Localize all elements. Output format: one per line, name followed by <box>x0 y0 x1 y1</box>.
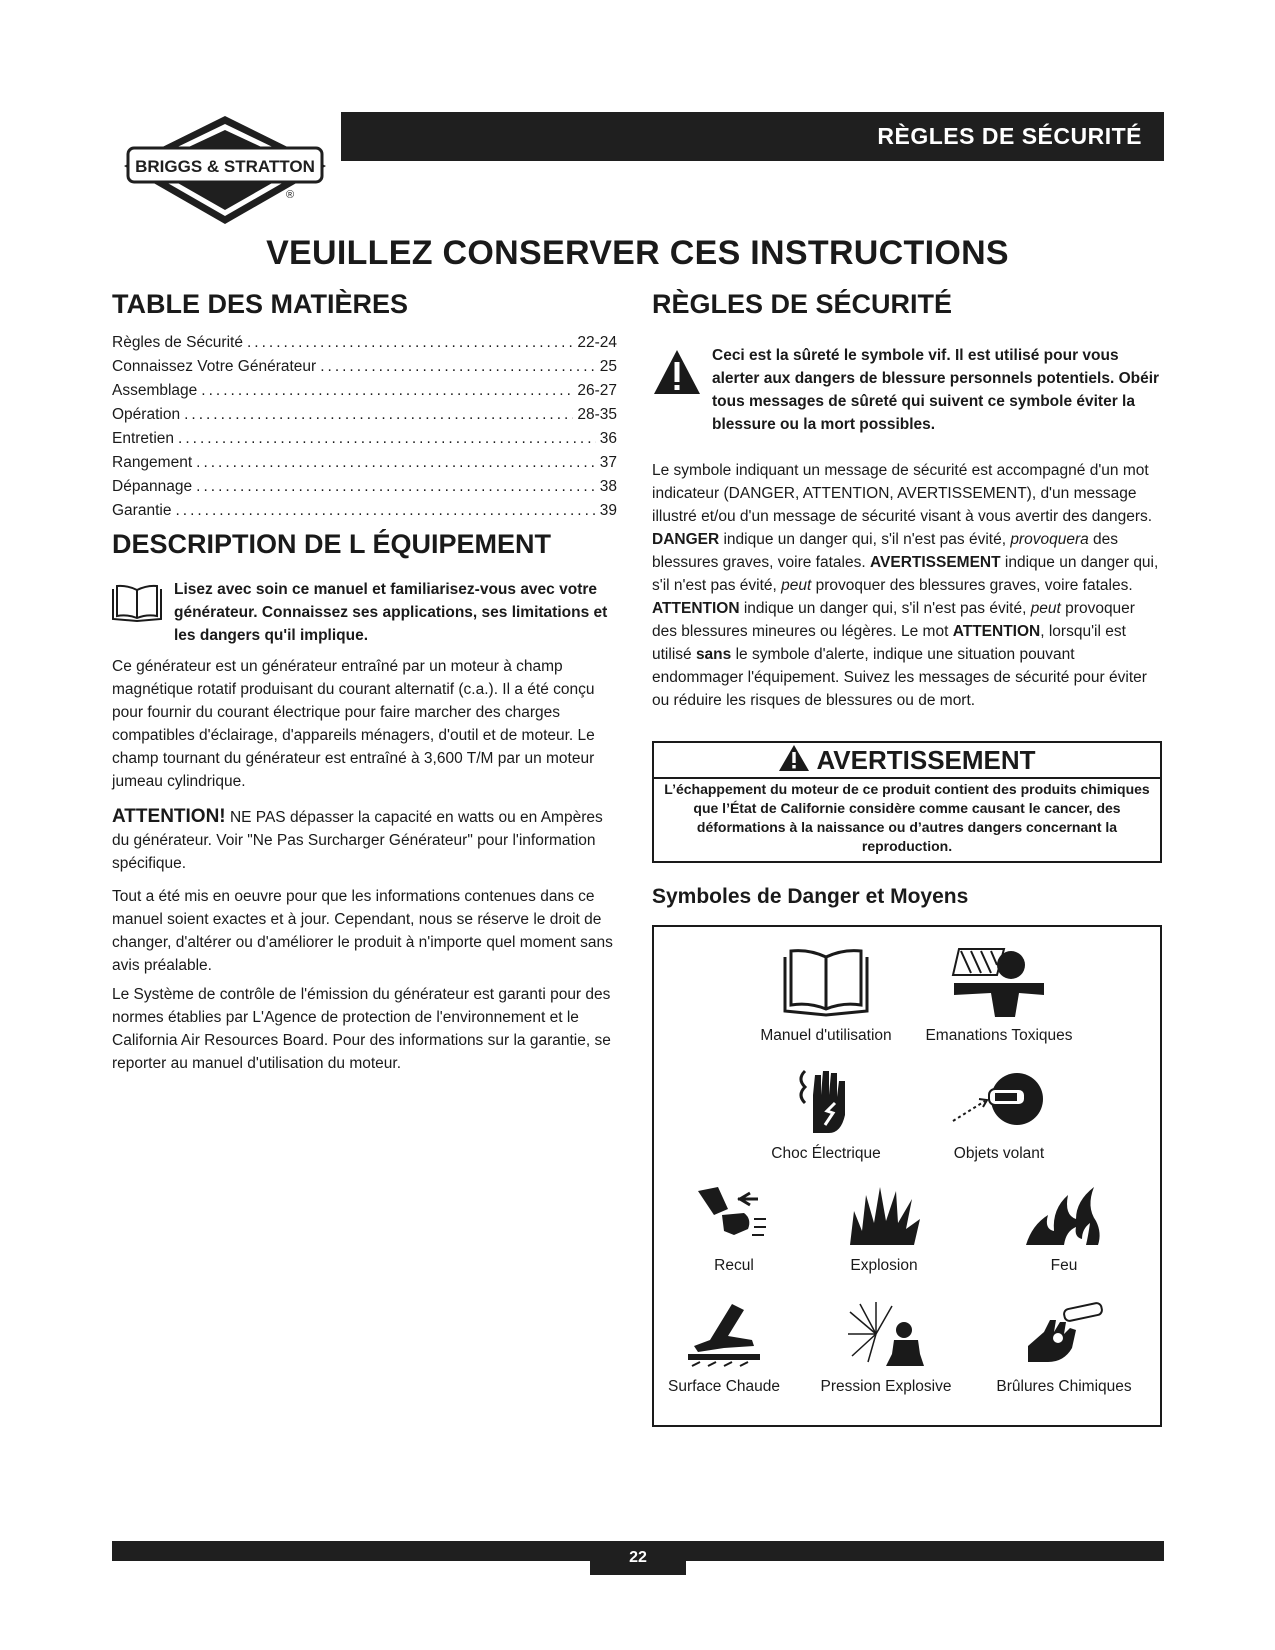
symbol-flying-objects: Objets volant <box>914 1065 1084 1163</box>
california-warning-box <box>652 741 1162 863</box>
attention-note: ATTENTION! NE PAS dépasser la capacité en watts ou en Ampères du générateur. Voir "Ne Pas Surcharger Générateur" pour l'information spécifique. <box>112 806 603 872</box>
toc-item[interactable]: Opération ..... 28-35 <box>112 403 617 427</box>
book-icon <box>110 583 164 623</box>
page-title: VEUILLEZ CONSERVER CES INSTRUCTIONS <box>266 234 1009 272</box>
svg-text:BRIGGS & STRATTON: BRIGGS & STRATTON <box>135 157 315 176</box>
toc-item[interactable]: Dépannage ..... 38 <box>112 475 617 499</box>
section-title: RÈGLES DE SÉCURITÉ <box>877 123 1142 149</box>
warning-triangle-icon <box>778 744 810 772</box>
brand-logo <box>120 112 330 228</box>
explosion-icon <box>844 1185 924 1247</box>
symbol-toxic-fumes: Emanations Toxiques <box>914 947 1084 1045</box>
kickback-icon <box>694 1185 774 1247</box>
toc-item[interactable]: Rangement ..... 37 <box>112 451 617 475</box>
signal-word-text: Le symbole indiquant un message de sécurité est accompagné d'un mot indicateur (DANGER, ATTENTION, AVERTISSEMENT), d'un message illustré et/ou d'un message de sécurité visant à vous avertir des dangers. DANGER indique un danger qui, s'il n'est pas évité, provoquera des blessures graves, voire fatales. AVERTISSEMENT indique un danger qui, s'il n'est pas évité, peut provoquer des blessures graves, voire fatales. ATTENTION indique un danger qui, s'il n'est pas évité, peut provoquer des blessures mineures ou légères. Le mot ATTENTION, lorsqu'il est utilisé sans le symbole d'alerte, indique une situation pouvant endommager l'équipement. Suivez les messages de sécurité pour éviter ou réduire les risques de blessures ou de mort. <box>652 462 1159 709</box>
hot-surface-icon <box>684 1302 764 1368</box>
explosive-pressure-icon <box>846 1302 926 1368</box>
symbol-hot-surface: Surface Chaude <box>654 1302 794 1396</box>
flying-objects-icon <box>949 1065 1049 1135</box>
fire-icon <box>1024 1185 1104 1247</box>
symbol-kickback: Recul <box>674 1185 794 1275</box>
chemical-burns-icon <box>1024 1302 1104 1368</box>
toc-item[interactable]: Garantie ..... 39 <box>112 499 617 523</box>
description-para-2: Tout a été mis en oeuvre pour que les informations contenues dans ce manuel soient exactes et à jour. Cependant, nous se réserve le droit de changer, d'altérer ou d'améliorer le produit à n'importe quel moment sans avis préalable. <box>112 888 613 974</box>
operator-manual-icon <box>781 947 871 1017</box>
safety-heading: RÈGLES DE SÉCURITÉ <box>652 289 953 319</box>
description-heading: DESCRIPTION DE L ÉQUIPEMENT <box>112 529 552 559</box>
svg-text:®: ® <box>285 189 295 201</box>
symbol-explosive-pressure: Pression Explosive <box>806 1302 966 1396</box>
toc-item[interactable]: Connaissez Votre Générateur ..... 25 <box>112 355 617 379</box>
safety-alert-icon <box>652 348 702 396</box>
toc-item[interactable]: Règles de Sécurité ..... 22-24 <box>112 331 617 355</box>
symbol-shock: Choc Électrique <box>746 1065 906 1163</box>
warning-title: AVERTISSEMENT <box>654 743 1160 779</box>
section-header-bar <box>341 112 1164 161</box>
symbol-chemical-burns: Brûlures Chimiques <box>979 1302 1149 1396</box>
toxic-fumes-icon <box>949 947 1049 1017</box>
symbol-fire: Feu <box>1004 1185 1124 1275</box>
toc-item[interactable]: Entretien ..... 36 <box>112 427 617 451</box>
description-para-1: Ce générateur est un générateur entraîné par un moteur à champ magnétique rotatif produisant du courant alternatif (c.a.). Il a été conçu pour fournir du courant électrique pour faire marcher des charges compatibles d'éclairage, d'appareils ménagers, d'outil et de moteur. Le champ tournant du générateur est entraîné à 3,600 T/M par un moteur jumeau cylindrique. <box>112 658 595 790</box>
toc-item[interactable]: Assemblage ..... 26-27 <box>112 379 617 403</box>
toc-heading: TABLE DES MATIÈRES <box>112 289 409 319</box>
page-number: 22 <box>590 1541 686 1575</box>
symbol-manual: Manuel d'utilisation <box>746 947 906 1045</box>
electric-shock-icon <box>791 1065 861 1135</box>
warning-text: L’échappement du moteur de ce produit contient des produits chimiques que l’État de Californie considère comme causant le cancer, des déformations à la naissance ou d’autres dangers concernant la reproduction. <box>664 781 1150 854</box>
table-of-contents <box>112 331 617 523</box>
symbols-heading: Symboles de Danger et Moyens <box>652 885 969 908</box>
symbol-explosion: Explosion <box>824 1185 944 1275</box>
manual-intro: Lisez avec soin ce manuel et familiarisez-vous avec votre générateur. Connaissez ses applications, ses limitations et les dangers qu'il implique. <box>174 581 608 644</box>
hazard-symbols-panel <box>652 925 1162 1427</box>
description-para-3: Le Système de contrôle de l'émission du générateur est garanti pour des normes établies par L'Agence de protection de l'environnement et le California Air Resources Board. Pour des informations sur la garantie, se reporter au manuel d'utilisation du moteur. <box>112 986 611 1072</box>
safety-alert-text: Ceci est la sûreté le symbole vif. Il est utilisé pour vous alerter aux dangers de blessure personnels potentiels. Obéir tous messages de sûreté qui suivent ce symbole éviter la blessure ou la mort possibles. <box>712 347 1160 433</box>
